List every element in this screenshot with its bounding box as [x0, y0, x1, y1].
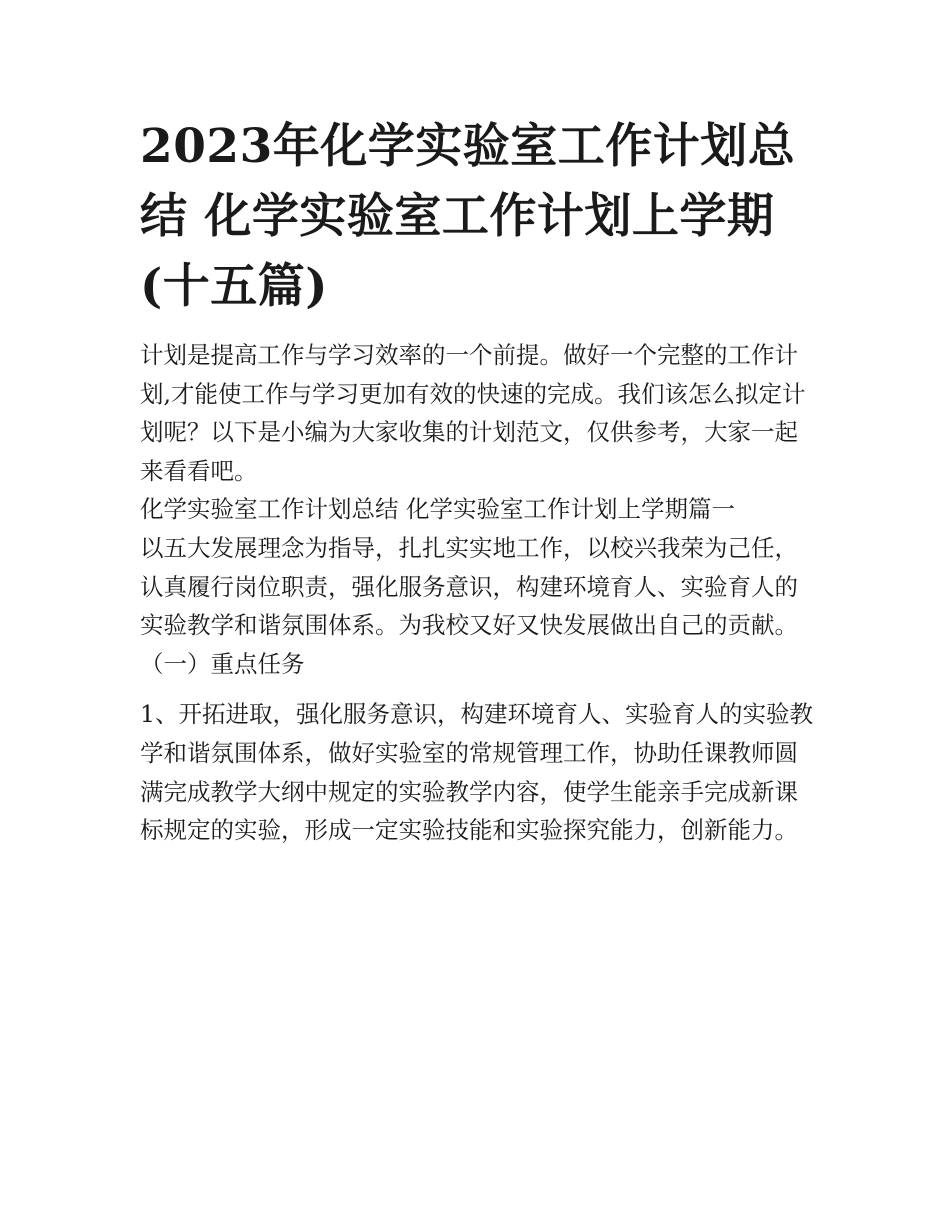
- document-page: [140, 112, 820, 850]
- intro-paragraph: 计划是提高工作与学习效率的一个前提。做好一个完整的工作计划,才能使工作与学习更加有效的快速的完成。我们该怎么拟定计划呢？以下是小编为大家收集的计划范文，仅供参考，大家一起来看看吧。: [140, 341, 806, 485]
- document-body: [140, 336, 820, 850]
- document-title: 2023年化学实验室工作计划总结 化学实验室工作计划上学期(十五篇): [140, 119, 796, 314]
- subsection-heading: （一）重点任务: [140, 649, 305, 678]
- section-heading: 化学实验室工作计划总结 化学实验室工作计划上学期篇一: [140, 495, 735, 524]
- task-item-1: 1、开拓进取，强化服务意识，构建环境育人、实验育人的实验教学和谐氛围体系，做好实验室的常规管理工作，协助任课教师圆满完成教学大纲中规定的实验教学内容，使学生能亲手完成新课标规定的实验，形成一定实验技能和实验探究能力，创新能力。: [140, 700, 813, 845]
- guideline-paragraph: 以五大发展理念为指导，扎扎实实地工作，以校兴我荣为己任，认真履行岗位职责，强化服务意识，构建环境育人、实验育人的实验教学和谐氛围体系。为我校又好又快发展做出自己的贡献。: [140, 533, 798, 640]
